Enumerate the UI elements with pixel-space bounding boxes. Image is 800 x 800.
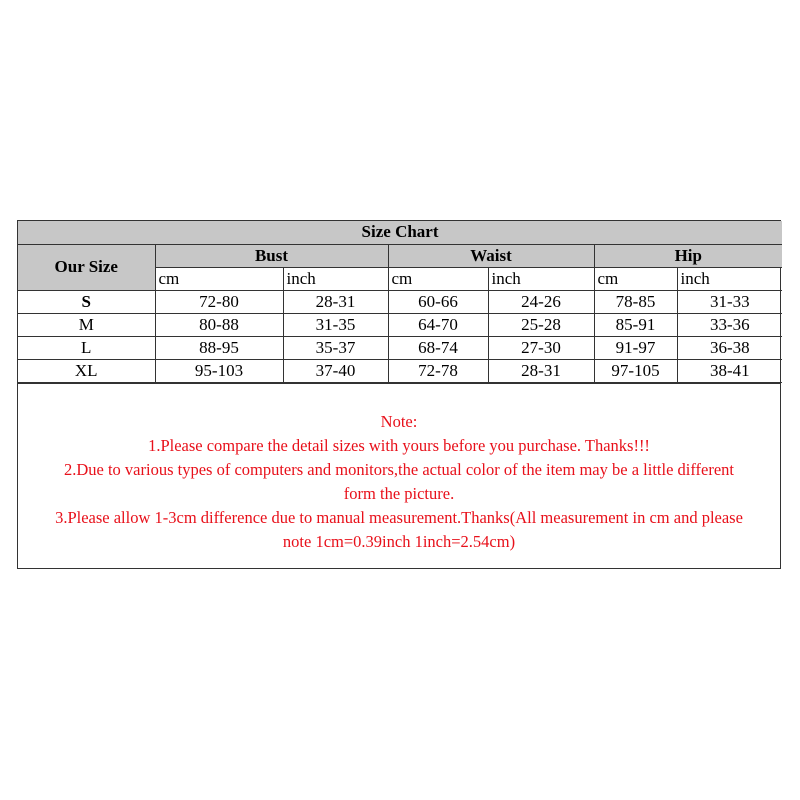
table-cell: 28-31	[283, 290, 388, 313]
table-cell: 37-40	[283, 359, 388, 382]
table-cell: 31-33	[677, 290, 782, 313]
size-label: S	[18, 290, 155, 313]
group-header-row	[18, 244, 782, 267]
unit-header: cm	[594, 267, 677, 290]
table-cell: 97-105	[594, 359, 677, 382]
table-cell: 80-88	[155, 313, 283, 336]
size-chart-table	[18, 221, 782, 383]
group-header-bust: Bust	[155, 244, 388, 267]
table-cell: 31-35	[283, 313, 388, 336]
note-line: 3.Please allow 1-3cm difference due to manual measurement.Thanks(All measurement in cm and please	[55, 507, 743, 527]
table-cell: 27-30	[488, 336, 594, 359]
table-cell: 25-28	[488, 313, 594, 336]
table-cell: 68-74	[388, 336, 488, 359]
group-header-hip: Hip	[594, 244, 782, 267]
notes-heading: Note:	[380, 411, 418, 431]
notes-section	[18, 383, 780, 568]
unit-header: inch	[488, 267, 594, 290]
note-line: form the picture.	[343, 483, 455, 503]
unit-header: cm	[155, 267, 283, 290]
note-line: 2.Due to various types of computers and monitors,the actual color of the item may be a little different	[63, 459, 735, 479]
table-cell: 64-70	[388, 313, 488, 336]
size-label: XL	[18, 359, 155, 382]
chart-title: Size Chart	[18, 221, 782, 244]
unit-header: inch	[677, 267, 782, 290]
size-chart-sheet	[17, 220, 781, 569]
group-header-waist: Waist	[388, 244, 594, 267]
table-row	[18, 336, 782, 359]
size-label: M	[18, 313, 155, 336]
table-cell: 78-85	[594, 290, 677, 313]
table-cell: 85-91	[594, 313, 677, 336]
unit-header: cm	[388, 267, 488, 290]
table-cell: 88-95	[155, 336, 283, 359]
table-cell: 60-66	[388, 290, 488, 313]
table-cell: 24-26	[488, 290, 594, 313]
title-row	[18, 221, 782, 244]
table-cell: 72-78	[388, 359, 488, 382]
table-cell: 35-37	[283, 336, 388, 359]
table-cell: 95-103	[155, 359, 283, 382]
table-cell: 91-97	[594, 336, 677, 359]
table-cell: 38-41	[677, 359, 782, 382]
table-cell: 33-36	[677, 313, 782, 336]
table-row	[18, 359, 782, 382]
note-line: 1.Please compare the detail sizes with yours before you purchase. Thanks!!!	[148, 435, 650, 455]
table-cell: 28-31	[488, 359, 594, 382]
table-cell: 72-80	[155, 290, 283, 313]
table-cell: 36-38	[677, 336, 782, 359]
size-column-header: Our Size	[18, 244, 155, 290]
unit-header: inch	[283, 267, 388, 290]
note-line: note 1cm=0.39inch 1inch=2.54cm)	[282, 531, 516, 551]
table-row	[18, 290, 782, 313]
size-label: L	[18, 336, 155, 359]
table-row	[18, 313, 782, 336]
